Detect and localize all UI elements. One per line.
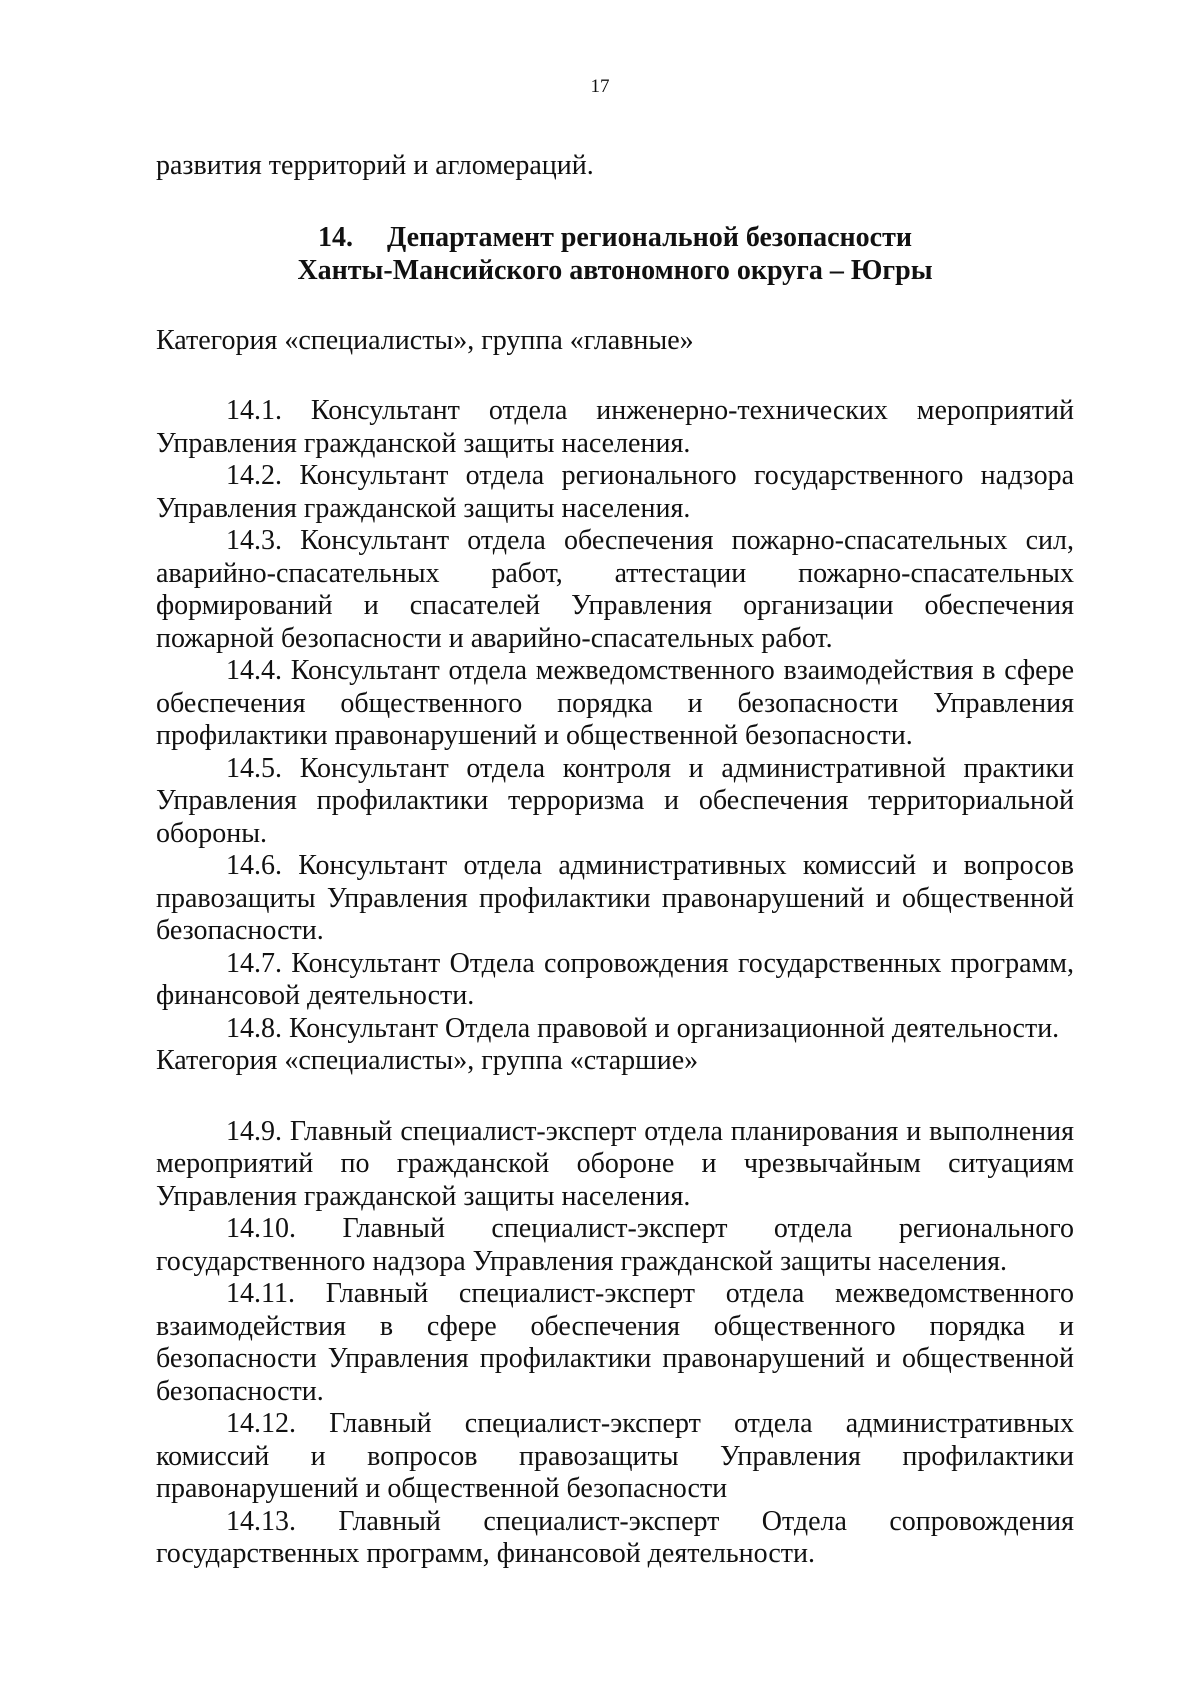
list-item: 14.3. Консультант отдела обеспечения пожарно-спасательных сил, аварийно-спасательных работ, аттестации пожарно-спасательных формирований и спасателей Управления организации обеспечения пожарной безопасности и аварийно-спасательных работ. (156, 525, 1074, 654)
list-item: 14.5. Консультант отдела контроля и административной практики Управления профилактики терроризма и обеспечения территориальной обороны. (156, 752, 1074, 849)
section-heading-line-1 (156, 221, 1074, 254)
category-heading-senior: Категория «специалисты», группа «старшие» (156, 1045, 699, 1076)
section-heading (156, 221, 1074, 287)
list-item: 14.13. Главный специалист-эксперт Отдела сопровождения государственных программ, финансовой деятельности. (156, 1505, 1074, 1569)
intro-paragraph: развития территорий и агломераций. (156, 150, 594, 181)
list-item: 14.11. Главный специалист-эксперт отдела межведомственного взаимодействия в сфере обеспечения общественного порядка и безопасности Управления профилактики правонарушений и общественной безопасности. (156, 1278, 1074, 1407)
list-item: 14.10. Главный специалист-эксперт отдела регионального государственного надзора Управления гражданской защиты населения. (156, 1213, 1074, 1277)
list-item: 14.7. Консультант Отдела сопровождения государственных программ, финансовой деятельности. (156, 947, 1074, 1011)
list-item: 14.8. Консультант Отдела правовой и организационной деятельности. (226, 1012, 1060, 1044)
list-item: 14.2. Консультант отдела регионального государственного надзора Управления гражданской защиты населения. (156, 460, 1074, 524)
page-number: 17 (590, 76, 610, 97)
section-title-line-1: Департамент региональной безопасности (386, 221, 912, 253)
section-number: 14. (317, 221, 353, 253)
list-item: 14.4. Консультант отдела межведомственного взаимодействия в сфере обеспечения общественного порядка и безопасности Управления профилактики правонарушений и общественной безопасности. (156, 655, 1074, 751)
list-item: 14.9. Главный специалист-эксперт отдела планирования и выполнения мероприятий по гражданской обороне и чрезвычайным ситуациям Управления гражданской защиты населения. (156, 1115, 1074, 1212)
list-item: 14.1. Консультант отдела инженерно-технических мероприятий Управления гражданской защиты населения. (156, 395, 1074, 459)
document-body (156, 150, 1074, 1571)
list-item: 14.12. Главный специалист-эксперт отдела административных комиссий и вопросов правозащиты Управления профилактики правонарушений и общественной безопасности (156, 1408, 1074, 1504)
section-title-line-2: Ханты-Мансийского автономного округа – Югры (297, 254, 933, 286)
category-heading-main: Категория «специалисты», группа «главные» (156, 324, 694, 356)
list-item: 14.6. Консультант отдела административных комиссий и вопросов правозащиты Управления профилактики правонарушений и общественной безопасности. (156, 850, 1074, 946)
